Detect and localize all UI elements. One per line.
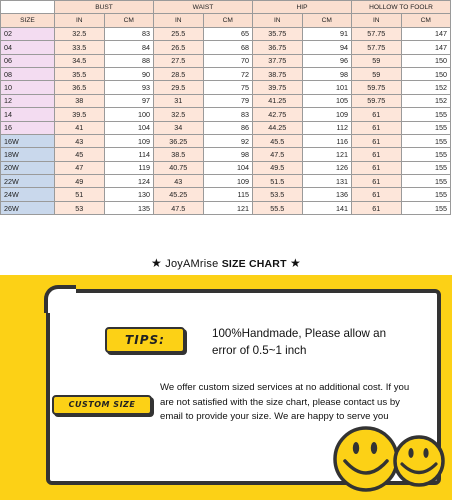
- in-cell: 32.5: [154, 108, 204, 121]
- size-cell: 26W: [1, 201, 55, 214]
- table-row: [1, 67, 451, 80]
- in-cell: 45: [55, 148, 105, 161]
- cm-cell: 83: [104, 27, 154, 40]
- in-cell: 61: [352, 161, 402, 174]
- header-bust: BUST: [55, 1, 154, 14]
- cm-cell: 84: [104, 41, 154, 54]
- cm-cell: 147: [401, 27, 451, 40]
- table-row: [1, 94, 451, 107]
- in-cell: 38.5: [154, 148, 204, 161]
- unit-in: IN: [352, 14, 402, 27]
- in-cell: 35.75: [253, 27, 303, 40]
- table-row: [1, 108, 451, 121]
- size-chart-title: [0, 256, 452, 274]
- cm-cell: 141: [302, 201, 352, 214]
- in-cell: 39.75: [253, 81, 303, 94]
- in-cell: 59.75: [352, 81, 402, 94]
- cm-cell: 155: [401, 175, 451, 188]
- size-cell: 02: [1, 27, 55, 40]
- cm-cell: 155: [401, 108, 451, 121]
- title-label: SIZE CHART: [221, 258, 287, 270]
- tips-badge-label: TIPS:: [125, 333, 165, 347]
- cm-cell: 96: [302, 54, 352, 67]
- size-cell: 18W: [1, 148, 55, 161]
- unit-cm: CM: [302, 14, 352, 27]
- size-cell: 16W: [1, 134, 55, 147]
- unit-in: IN: [55, 14, 105, 27]
- size-cell: 08: [1, 67, 55, 80]
- header-waist: WAIST: [154, 1, 253, 14]
- header-blank: [1, 1, 55, 14]
- cm-cell: 155: [401, 201, 451, 214]
- cm-cell: 79: [203, 94, 253, 107]
- in-cell: 43: [55, 134, 105, 147]
- decor-dots: [58, 388, 91, 394]
- header-hip: HIP: [253, 1, 352, 14]
- in-cell: 45.25: [154, 188, 204, 201]
- cm-cell: 131: [302, 175, 352, 188]
- in-cell: 61: [352, 121, 402, 134]
- in-cell: 61: [352, 148, 402, 161]
- cm-cell: 88: [104, 54, 154, 67]
- cm-cell: 100: [104, 108, 154, 121]
- in-cell: 35.5: [55, 67, 105, 80]
- in-cell: 42.75: [253, 108, 303, 121]
- in-cell: 26.5: [154, 41, 204, 54]
- cm-cell: 109: [203, 175, 253, 188]
- cm-cell: 114: [104, 148, 154, 161]
- in-cell: 25.5: [154, 27, 204, 40]
- in-cell: 51.5: [253, 175, 303, 188]
- table-row: [1, 188, 451, 201]
- cm-cell: 72: [203, 67, 253, 80]
- in-cell: 43: [154, 175, 204, 188]
- unit-cm: CM: [401, 14, 451, 27]
- cm-cell: 83: [203, 108, 253, 121]
- in-cell: 41: [55, 121, 105, 134]
- cm-cell: 150: [401, 67, 451, 80]
- cm-cell: 155: [401, 134, 451, 147]
- in-cell: 29.5: [154, 81, 204, 94]
- tips-badge: [105, 327, 185, 353]
- in-cell: 34.5: [55, 54, 105, 67]
- table-row: [1, 121, 451, 134]
- cm-cell: 130: [104, 188, 154, 201]
- in-cell: 45.5: [253, 134, 303, 147]
- in-cell: 53: [55, 201, 105, 214]
- in-cell: 34: [154, 121, 204, 134]
- in-cell: 44.25: [253, 121, 303, 134]
- cm-cell: 98: [203, 148, 253, 161]
- unit-in: IN: [253, 14, 303, 27]
- table-row: [1, 175, 451, 188]
- cm-cell: 109: [104, 134, 154, 147]
- in-cell: 39.5: [55, 108, 105, 121]
- size-cell: 16: [1, 121, 55, 134]
- in-cell: 49: [55, 175, 105, 188]
- header-row-units: [1, 14, 451, 27]
- in-cell: 59.75: [352, 94, 402, 107]
- size-cell: 14: [1, 108, 55, 121]
- unit-cm: CM: [104, 14, 154, 27]
- custom-size-message: We offer custom sized services at no additional cost. If you are not satisfied with the size chart, please contact us by email to provide your size. We are happy to serve you: [160, 382, 410, 422]
- in-cell: 28.5: [154, 67, 204, 80]
- cm-cell: 112: [302, 121, 352, 134]
- unit-in: IN: [154, 14, 204, 27]
- cm-cell: 98: [302, 67, 352, 80]
- cm-cell: 155: [401, 121, 451, 134]
- in-cell: 61: [352, 108, 402, 121]
- smiley-faces-icon: [330, 423, 448, 495]
- in-cell: 57.75: [352, 27, 402, 40]
- cm-cell: 116: [302, 134, 352, 147]
- in-cell: 61: [352, 201, 402, 214]
- cm-cell: 68: [203, 41, 253, 54]
- cm-cell: 104: [203, 161, 253, 174]
- cm-cell: 101: [302, 81, 352, 94]
- in-cell: 47: [55, 161, 105, 174]
- cm-cell: 115: [203, 188, 253, 201]
- header-hollow: HOLLOW TO FOOLR: [352, 1, 451, 14]
- in-cell: 31: [154, 94, 204, 107]
- tips-panel: [0, 275, 452, 500]
- table-row: [1, 54, 451, 67]
- table-row: [1, 148, 451, 161]
- cm-cell: 126: [302, 161, 352, 174]
- size-cell: 04: [1, 41, 55, 54]
- custom-size-badge-label: CUSTOM SIZE: [68, 400, 136, 409]
- size-cell: 06: [1, 54, 55, 67]
- cm-cell: 92: [203, 134, 253, 147]
- cm-cell: 119: [104, 161, 154, 174]
- cm-cell: 104: [104, 121, 154, 134]
- cm-cell: 152: [401, 81, 451, 94]
- size-cell: 22W: [1, 175, 55, 188]
- table-row: [1, 41, 451, 54]
- cm-cell: 70: [203, 54, 253, 67]
- cm-cell: 90: [104, 67, 154, 80]
- unit-cm: CM: [203, 14, 253, 27]
- in-cell: 41.25: [253, 94, 303, 107]
- table-row: [1, 161, 451, 174]
- cm-cell: 97: [104, 94, 154, 107]
- size-table: [0, 0, 451, 215]
- cm-cell: 152: [401, 94, 451, 107]
- in-cell: 61: [352, 175, 402, 188]
- in-cell: 59: [352, 67, 402, 80]
- cm-cell: 75: [203, 81, 253, 94]
- star-icon: ★: [289, 256, 301, 270]
- cm-cell: 65: [203, 27, 253, 40]
- in-cell: 38.75: [253, 67, 303, 80]
- cm-cell: 86: [203, 121, 253, 134]
- size-cell: 10: [1, 81, 55, 94]
- in-cell: 59: [352, 54, 402, 67]
- cm-cell: 124: [104, 175, 154, 188]
- table-row: [1, 27, 451, 40]
- brand-name: JoyAMrise: [165, 258, 219, 270]
- cm-cell: 94: [302, 41, 352, 54]
- smiley-face-icon: [395, 437, 443, 485]
- cm-cell: 136: [302, 188, 352, 201]
- cm-cell: 91: [302, 27, 352, 40]
- header-size: SIZE: [1, 14, 55, 27]
- cm-cell: 155: [401, 148, 451, 161]
- size-cell: 24W: [1, 188, 55, 201]
- cm-cell: 121: [302, 148, 352, 161]
- in-cell: 61: [352, 188, 402, 201]
- in-cell: 55.5: [253, 201, 303, 214]
- size-cell: 12: [1, 94, 55, 107]
- table-row: [1, 201, 451, 214]
- size-table-body: [1, 27, 451, 214]
- in-cell: 36.25: [154, 134, 204, 147]
- cm-cell: 150: [401, 54, 451, 67]
- note-paper-curl: [44, 285, 76, 313]
- in-cell: 51: [55, 188, 105, 201]
- cm-cell: 155: [401, 188, 451, 201]
- in-cell: 38: [55, 94, 105, 107]
- header-row-groups: [1, 1, 451, 14]
- table-row: [1, 81, 451, 94]
- in-cell: 57.75: [352, 41, 402, 54]
- cm-cell: 93: [104, 81, 154, 94]
- cm-cell: 135: [104, 201, 154, 214]
- in-cell: 36.5: [55, 81, 105, 94]
- in-cell: 53.5: [253, 188, 303, 201]
- smiley-face-icon: [335, 428, 397, 490]
- cm-cell: 147: [401, 41, 451, 54]
- in-cell: 47.5: [154, 201, 204, 214]
- tips-message: 100%Handmade, Please allow an error of 0.5~1 inch: [212, 327, 387, 357]
- in-cell: 47.5: [253, 148, 303, 161]
- star-icon: ★: [151, 256, 163, 270]
- cm-cell: 109: [302, 108, 352, 121]
- in-cell: 27.5: [154, 54, 204, 67]
- in-cell: 33.5: [55, 41, 105, 54]
- cm-cell: 121: [203, 201, 253, 214]
- in-cell: 49.5: [253, 161, 303, 174]
- in-cell: 37.75: [253, 54, 303, 67]
- cm-cell: 105: [302, 94, 352, 107]
- custom-size-badge: [52, 395, 152, 415]
- in-cell: 36.75: [253, 41, 303, 54]
- size-cell: 20W: [1, 161, 55, 174]
- cm-cell: 155: [401, 161, 451, 174]
- in-cell: 32.5: [55, 27, 105, 40]
- in-cell: 40.75: [154, 161, 204, 174]
- table-row: [1, 134, 451, 147]
- in-cell: 61: [352, 134, 402, 147]
